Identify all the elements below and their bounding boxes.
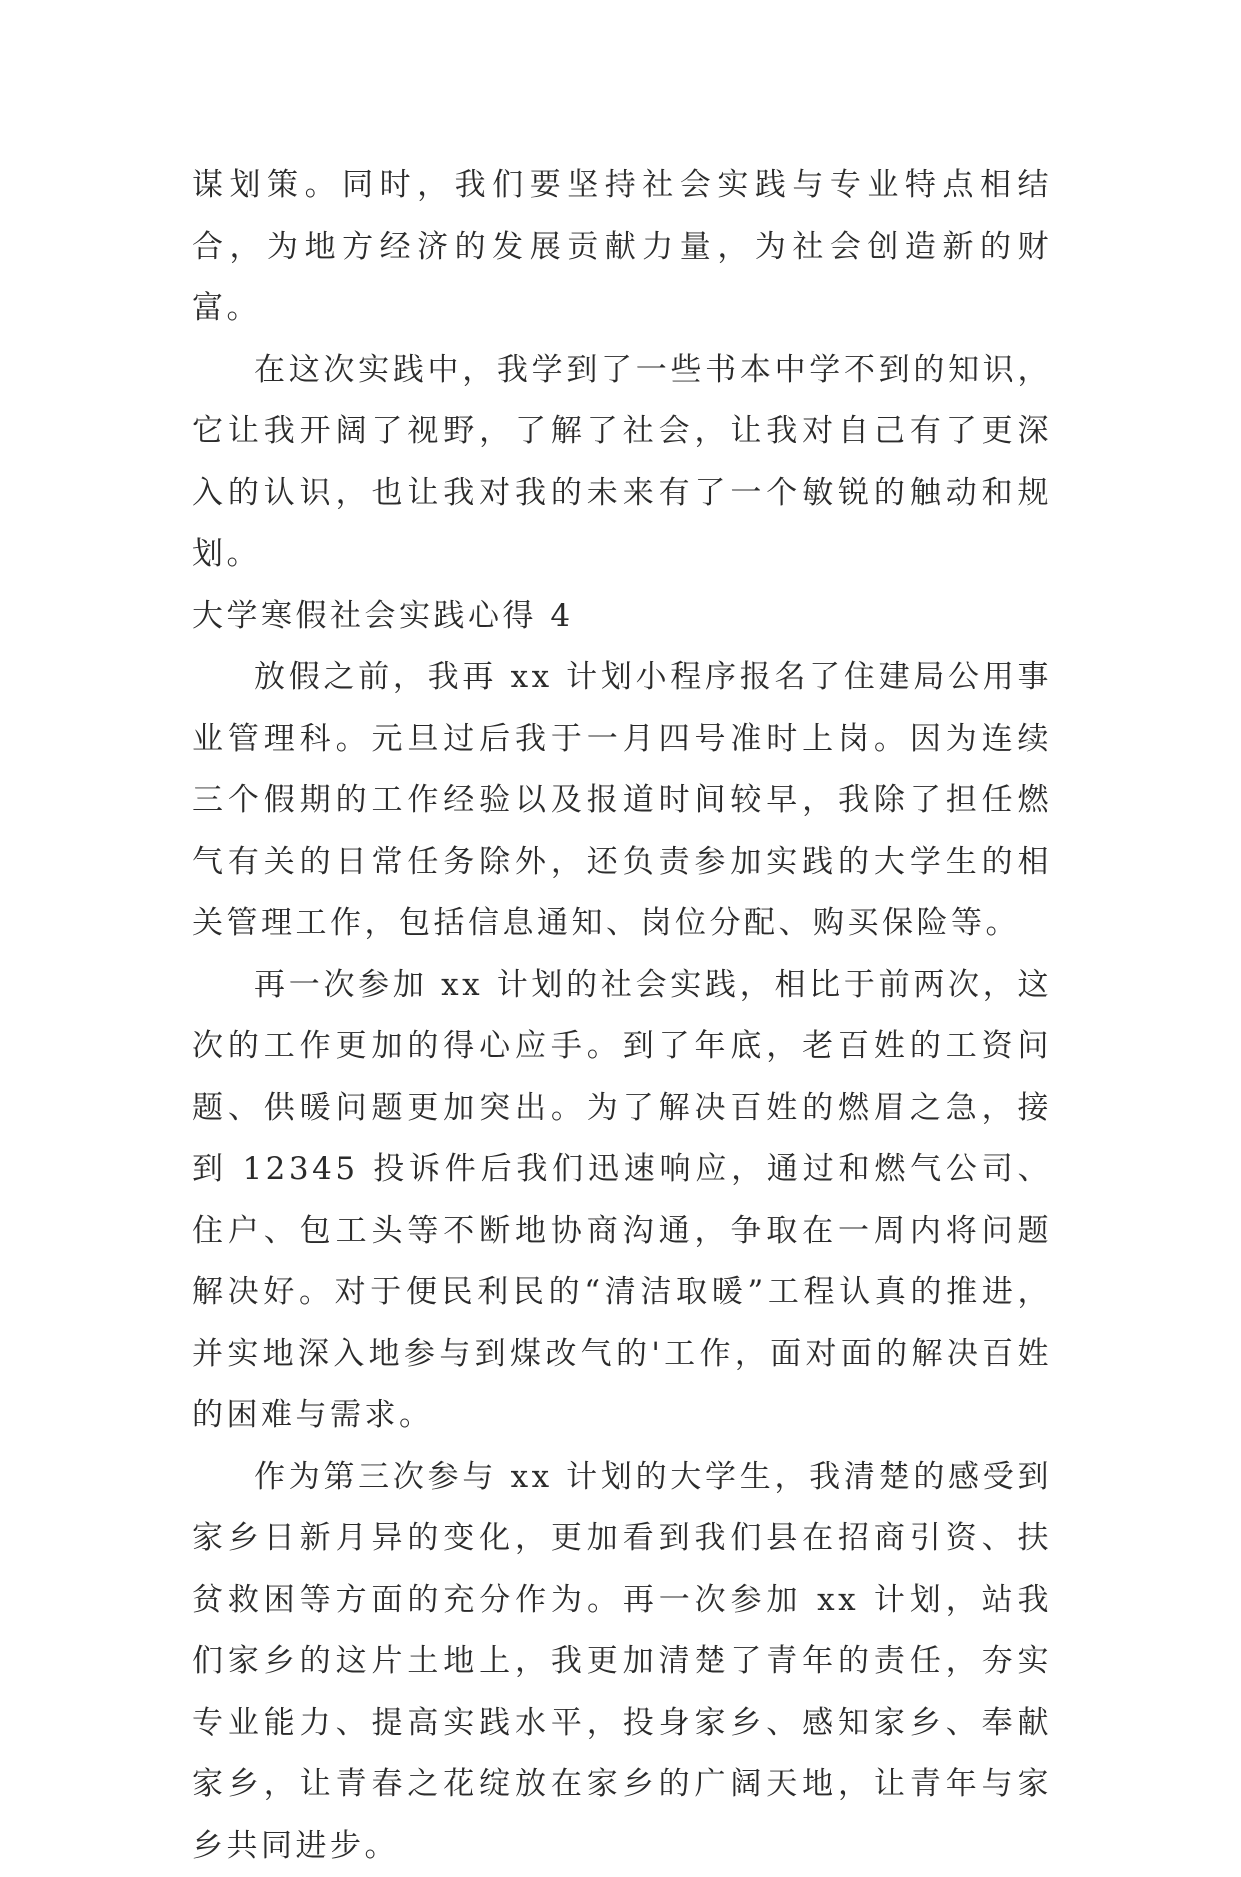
paragraph-2: 再一次参加 xx 计划的社会实践，相比于前两次，这次的工作更加的得心应手。到了年底，老百姓的工资问题、供暖问题更加突出。为了解决百姓的燃眉之急，接到 12345 投诉件后我们迅速响应，通过和燃气公司、住户、包工头等不断地协商沟通，争取在一周内将问题解决好。对于便民利民的“清洁取暖”工程认真的推进，并实地深入地参与到煤改气的'工作，面对面的解决百姓的困难与需求。: [192, 955, 1052, 1447]
paragraph-continuation: 谋划策。同时，我们要坚持社会实践与专业特点相结合，为地方经济的发展贡献力量，为社会创造新的财富。: [192, 155, 1052, 340]
paragraph-reflection: 在这次实践中，我学到了一些书本中学不到的知识，它让我开阔了视野，了解了社会，让我对自己有了更深入的认识，也让我对我的未来有了一个敏锐的触动和规划。: [192, 340, 1052, 586]
section-heading: 大学寒假社会实践心得 4: [192, 586, 1052, 648]
paragraph-1: 放假之前，我再 xx 计划小程序报名了住建局公用事业管理科。元旦过后我于一月四号准时上岗。因为连续三个假期的工作经验以及报道时间较早，我除了担任燃气有关的日常任务除外，还负责参加实践的大学生的相关管理工作，包括信息通知、岗位分配、购买保险等。: [192, 647, 1052, 955]
document-body: [192, 155, 1052, 1877]
paragraph-3: 作为第三次参与 xx 计划的大学生，我清楚的感受到家乡日新月异的变化，更加看到我们县在招商引资、扶贫救困等方面的充分作为。再一次参加 xx 计划，站我们家乡的这片土地上，我更加清楚了青年的责任，夯实专业能力、提高实践水平，投身家乡、感知家乡、奉献家乡，让青春之花绽放在家乡的广阔天地，让青年与家乡共同进步。: [192, 1447, 1052, 1877]
